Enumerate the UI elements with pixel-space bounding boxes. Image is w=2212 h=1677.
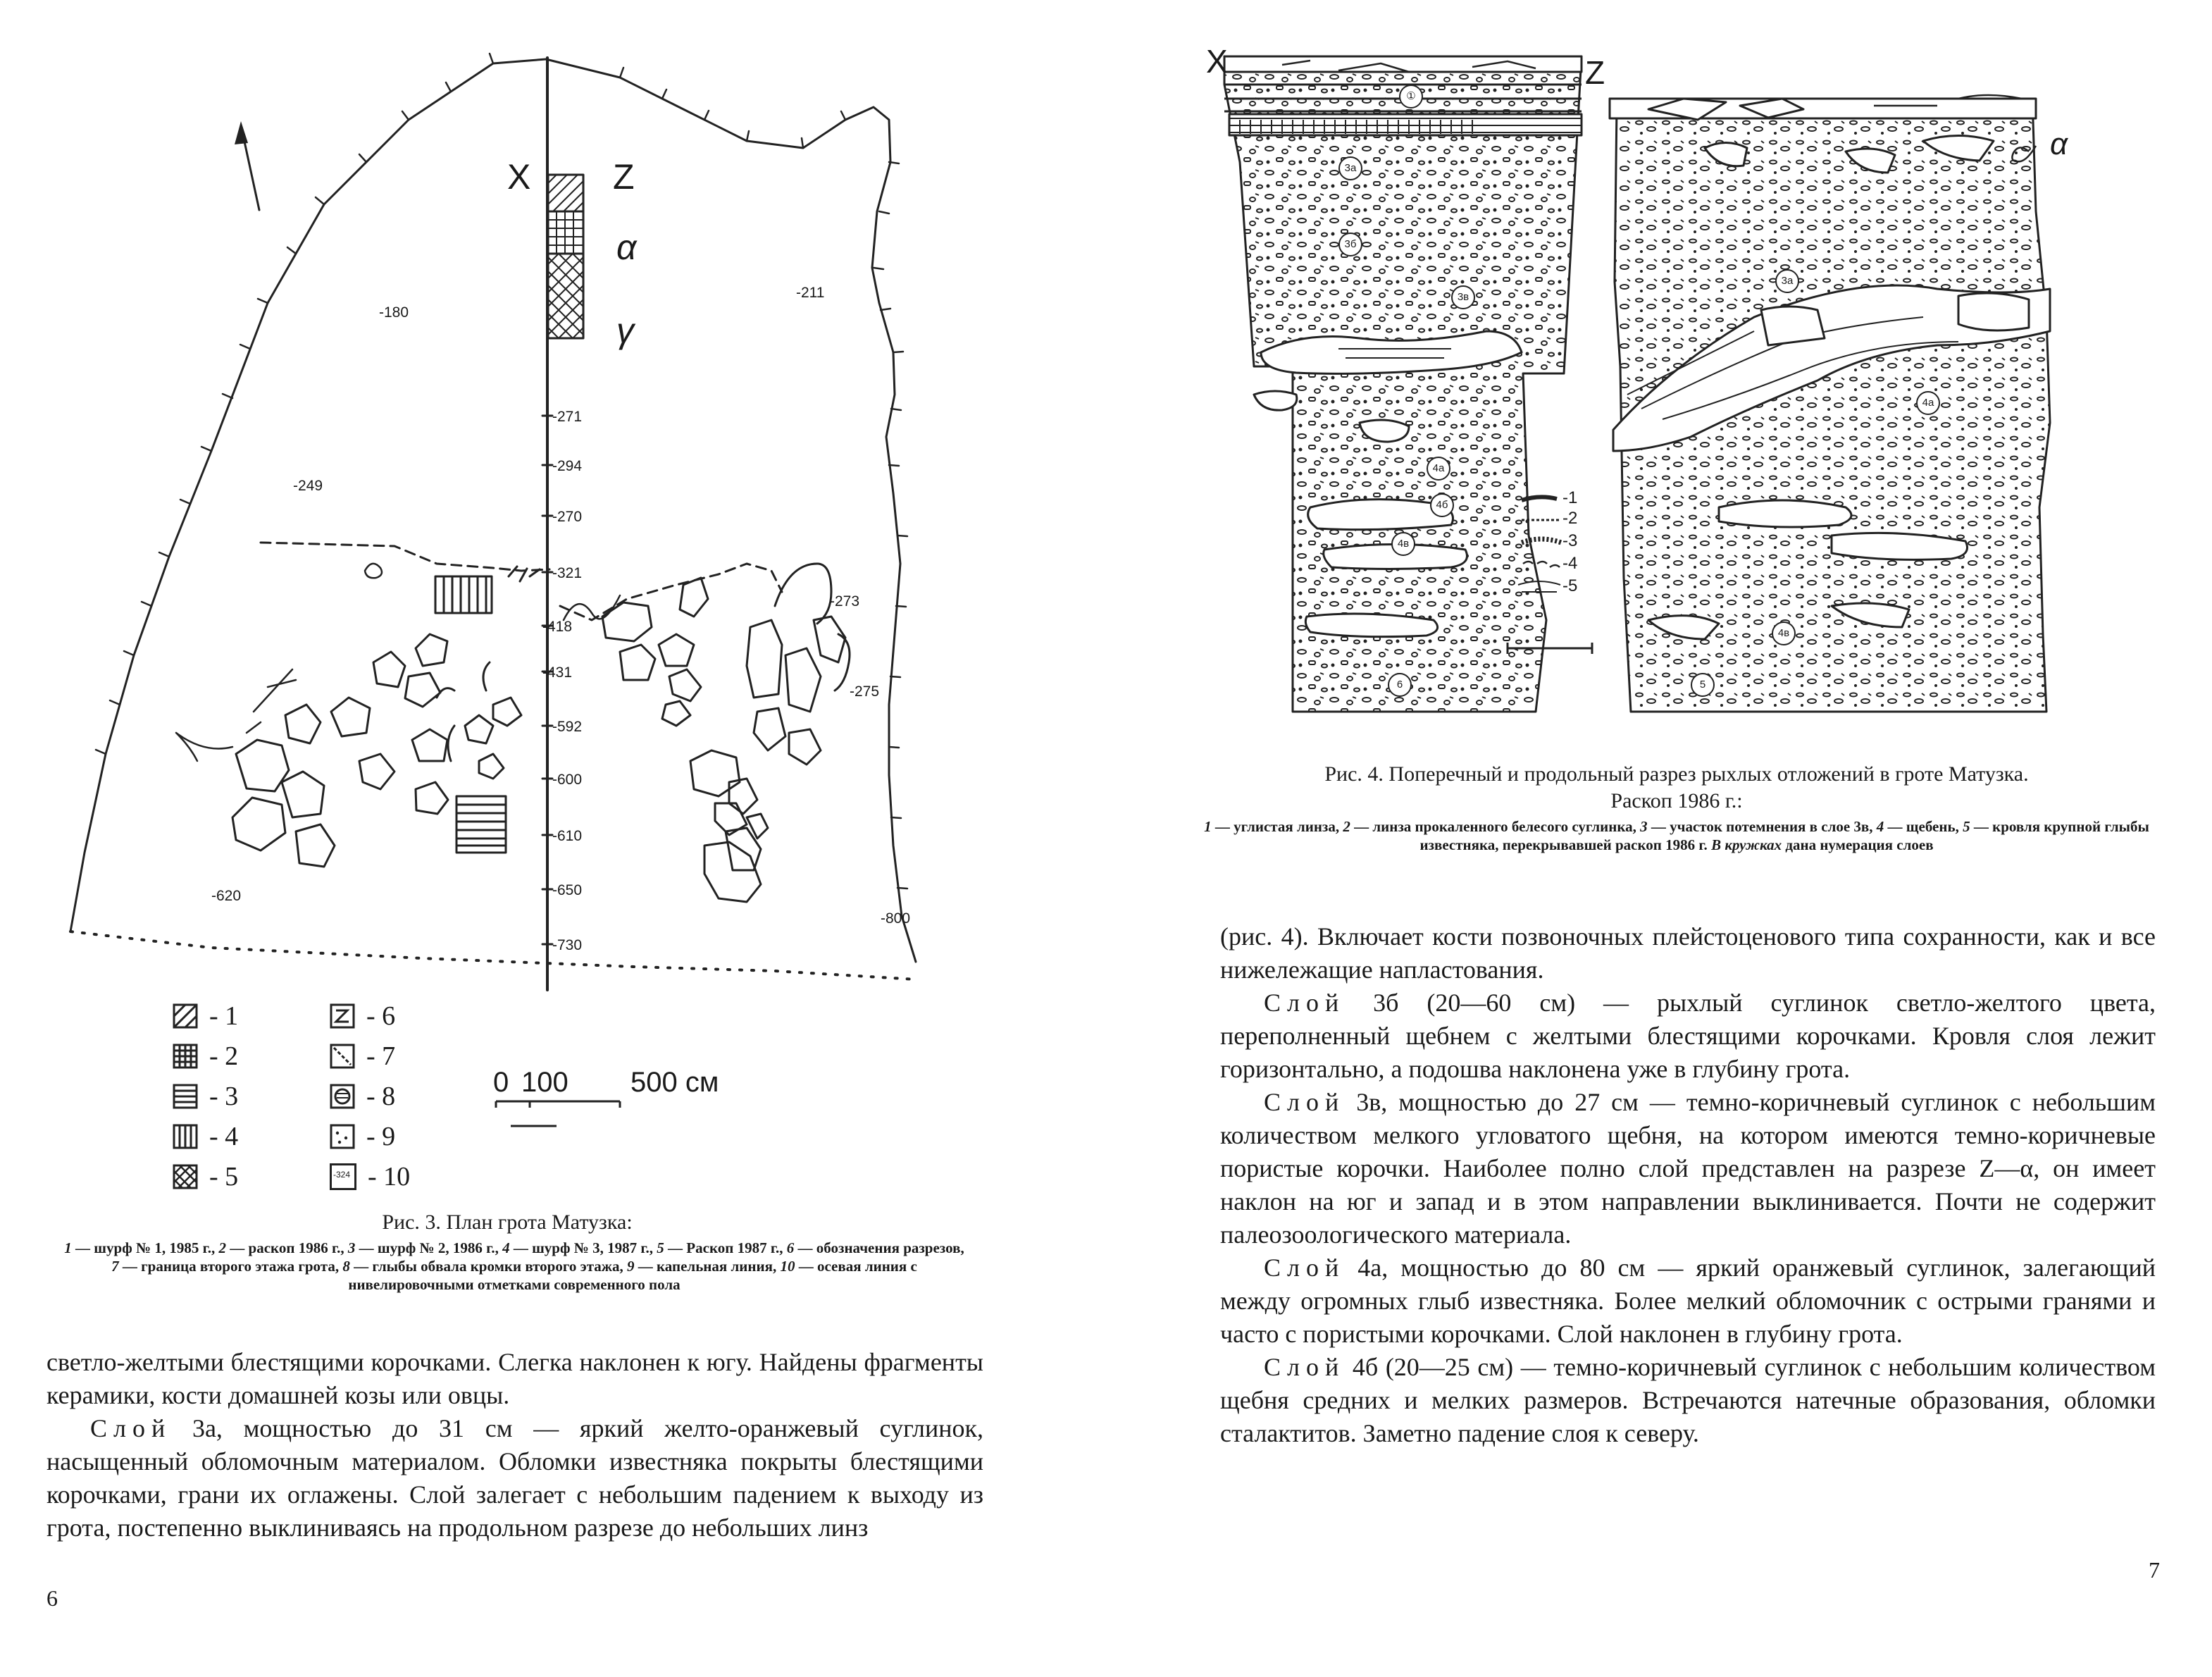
cross-sections xyxy=(1224,56,2050,712)
elevation-mark: -270 xyxy=(552,509,583,525)
elevation-mark: -180 xyxy=(379,304,409,321)
section-label-z: Z xyxy=(1585,54,1605,91)
section-legend-item-1: -1 xyxy=(1562,488,1578,507)
paragraph: Слой 4а, мощностью до 80 см — яркий оранжевый суглинок, залегающий между огромных глыб известняка. Более мелкий обломочник с острыми гранями и часто с пористыми корочками. Слой наклонен в глубину грота. xyxy=(1220,1254,2156,1348)
layer-circle: 3б xyxy=(1338,233,1362,256)
figure-4-caption-subtitle: Раскоп 1986 г.: xyxy=(1610,789,1743,812)
caption-legend-key: 10 xyxy=(780,1258,795,1275)
caption-legend-text: — щебень, xyxy=(1884,818,1963,835)
layer-circle: 4а xyxy=(1427,457,1450,481)
caption-legend-text: — раскоп 1986 г., xyxy=(226,1239,348,1256)
caption-legend-key: 5 xyxy=(1963,818,1970,835)
section-letter-gamma: γ xyxy=(616,311,634,350)
caption-legend-key: 4 xyxy=(1876,818,1884,835)
caption-legend-text: — шурф № 1, 1985 г., xyxy=(71,1239,219,1256)
elevation-mark: -610 xyxy=(552,828,583,844)
paragraph: светло-желтыми блестящими корочками. Слегка наклонен к югу. Найдены фрагменты керамики, кости домашней козы или овцы. xyxy=(46,1348,983,1409)
elevation-mark: -592 xyxy=(552,719,583,735)
caption-legend-key: 8 xyxy=(342,1258,350,1275)
section-legend-item-5: -5 xyxy=(1562,576,1578,595)
caption-legend-text: — осевая линия с нивелировочными отметками современного пола xyxy=(348,1258,917,1293)
section-label-alpha: α xyxy=(2050,127,2068,161)
scale-end: 500 см xyxy=(630,1067,719,1098)
caption-legend-text: — углистая линза, xyxy=(1211,818,1343,835)
elevation-mark: -249 xyxy=(293,478,323,494)
layer-circle: 4в xyxy=(1391,532,1415,556)
elevation-mark: -294 xyxy=(552,458,583,474)
scale-mid: 100 xyxy=(521,1067,568,1098)
caption-legend-text: дана нумерация слоев xyxy=(1782,836,1934,853)
page-number-right: 7 xyxy=(2149,1557,2160,1583)
layer-circle: ① xyxy=(1399,85,1423,109)
section-letter-z: Z xyxy=(613,157,635,197)
legend-swatch-axis-icon: -324 xyxy=(330,1163,356,1190)
legend-item-8: - 8 xyxy=(330,1081,395,1112)
legend-item-6: - 6 xyxy=(330,1001,395,1032)
caption-legend-text: — шурф № 2, 1986 г., xyxy=(355,1239,503,1256)
elevation-mark: -600 xyxy=(552,772,583,788)
paragraph: Слой 3в, мощностью до 27 см — темно-коричневый суглинок с небольшим количеством мелкого угловатого щебня, на котором имеются темно-коричневые пористые корочки. Наиболее полно слой представлен на разрезе Z—α, он имеет наклон на юг и запад и в этом направлении выклинивается. Почти не содержит палеозоологического материала. xyxy=(1220,1088,2156,1249)
figure-4-caption-title: Рис. 4. Поперечный и продольный разрез рыхлых отложений в гроте Матузка. xyxy=(1324,762,2029,786)
paragraph: Слой 4б (20—25 см) — темно-коричневый суглинок с небольшим количеством щебня средних и мелких размеров. Встречаются натечные образования, обломки сталактитов. Заметно падение слоя к северу. xyxy=(1220,1353,2156,1447)
caption-legend-text: — обозначения разрезов, xyxy=(794,1239,964,1256)
section-x-outline xyxy=(1224,56,1582,712)
layer-circle: 4в xyxy=(1772,621,1796,645)
caption-legend-key: 6 xyxy=(786,1239,795,1256)
right-page-text xyxy=(1220,920,2156,1450)
caption-legend-text: — участок потемнения в слое 3в, xyxy=(1647,818,1877,835)
figure-4-caption-legend xyxy=(1198,817,2156,854)
caption-legend-text: — Раскоп 1987 г., xyxy=(664,1239,787,1256)
layer-circle: 3в xyxy=(1451,285,1475,309)
legend-item-10: -324 - 10 xyxy=(330,1161,410,1192)
caption-legend-key: 4 xyxy=(502,1239,510,1256)
legend-item-1: - 1 xyxy=(173,1001,238,1032)
section-letter-alpha: α xyxy=(616,228,637,267)
caption-legend-text: — кровля крупной глыбы известняка, перекрывавшей раскоп 1986 г. xyxy=(1419,818,2149,853)
elevation-mark: -800 xyxy=(881,910,911,927)
legend-item-4: - 4 xyxy=(173,1121,238,1152)
legend-item-2: - 2 xyxy=(173,1041,238,1072)
layer-circle: 5 xyxy=(1691,673,1715,697)
legend-item-7: - 7 xyxy=(330,1041,395,1072)
elevation-mark: -620 xyxy=(211,888,242,904)
caption-legend-text: — линза прокаленного белесого суглинка, xyxy=(1350,818,1641,835)
elevation-mark: -418 xyxy=(542,619,573,635)
caption-legend-key: 9 xyxy=(627,1258,635,1275)
legend-item-3: - 3 xyxy=(173,1081,238,1112)
elevation-mark: -321 xyxy=(552,565,583,581)
legend-item-9: - 9 xyxy=(330,1121,395,1152)
layer-circle: 6 xyxy=(1388,673,1412,697)
elevation-mark: -275 xyxy=(850,683,880,700)
caption-legend-key: 2 xyxy=(1343,818,1350,835)
scale-zero: 0 xyxy=(493,1067,509,1098)
caption-legend-key: 2 xyxy=(218,1239,227,1256)
elevation-mark: -211 xyxy=(796,285,825,301)
figure-3-caption-title: Рис. 3. План грота Матузка: xyxy=(382,1211,633,1234)
legend-item-5: - 5 xyxy=(173,1161,238,1192)
caption-legend-text: — глыбы обвала кромки второго этажа, xyxy=(349,1258,627,1275)
paragraph: Слой 3б (20—60 см) — рыхлый суглинок светло-желтого цвета, переполненный щебнем с желтыми блестящими корочками. Кровля слоя лежит горизонтально, а подошва наклонена уже в глубину грота. xyxy=(1220,989,2156,1083)
section-letter-x: X xyxy=(507,157,531,197)
section-label-x: X xyxy=(1206,43,1228,80)
layer-circle: 3а xyxy=(1775,269,1799,293)
layer-circle: 4а xyxy=(1916,391,1940,415)
caption-legend-key: 1 xyxy=(64,1239,72,1256)
elevation-mark: -273 xyxy=(830,593,860,609)
section-legend-item-2: -2 xyxy=(1562,509,1578,528)
caption-legend-text: — капельная линия, xyxy=(634,1258,781,1275)
caption-legend-key: В кружках xyxy=(1711,836,1782,853)
page-number-left: 6 xyxy=(46,1585,58,1611)
paragraph: (рис. 4). Включает кости позвоночных плейстоценового типа сохранности, как и все нижележащие напластования. xyxy=(1220,922,2156,984)
caption-legend-text: — шурф № 3, 1987 г., xyxy=(509,1239,657,1256)
caption-legend-key: 7 xyxy=(111,1258,119,1275)
caption-legend-key: 1 xyxy=(1204,818,1212,835)
elevation-mark: -431 xyxy=(542,664,573,681)
section-legend-item-3: -3 xyxy=(1562,531,1578,550)
caption-legend-text: — граница второго этажа грота, xyxy=(118,1258,343,1275)
layer-circle: 4б xyxy=(1430,493,1454,517)
elevation-mark: -730 xyxy=(552,937,583,953)
caption-legend-key: 5 xyxy=(657,1239,664,1256)
layer-circle: 3а xyxy=(1338,156,1362,180)
section-legend-item-4: -4 xyxy=(1562,554,1578,573)
caption-legend-key: 3 xyxy=(347,1239,356,1256)
elevation-mark: -271 xyxy=(552,409,583,425)
paragraph: Слой 3а, мощностью до 31 см — яркий желто-оранжевый суглинок, насыщенный обломочным материалом. Обломки известняка покрыты блестящими корочками, грани их оглажены. Слой залегает с небольшим падением к выходу из грота, постепенно выклиниваясь на продольном разрезе до небольших линз xyxy=(46,1414,983,1542)
caption-legend-key: 3 xyxy=(1640,818,1648,835)
elevation-mark: -650 xyxy=(552,882,583,898)
